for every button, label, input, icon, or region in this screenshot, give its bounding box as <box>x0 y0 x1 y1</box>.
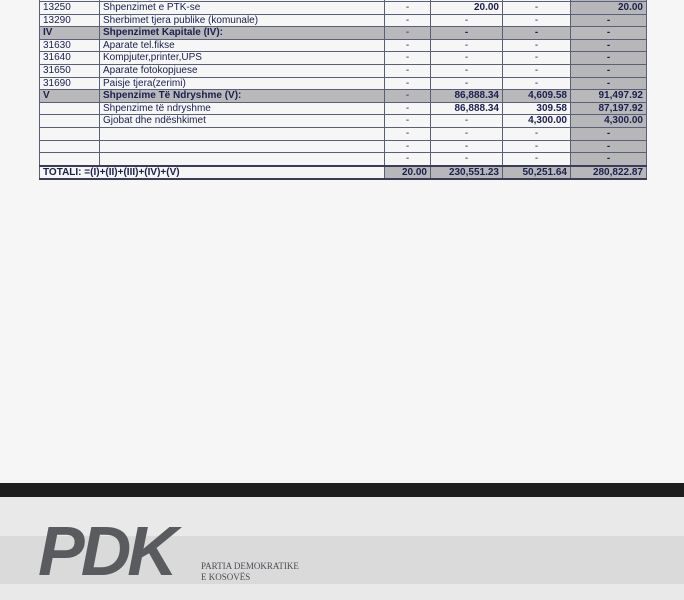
total-amount-cell: - <box>571 52 647 65</box>
account-code-cell: 13290 <box>40 14 100 27</box>
table-row <box>40 64 647 77</box>
amount-cell: - <box>431 14 503 27</box>
amount-cell: - <box>431 27 503 40</box>
account-code-cell: 31690 <box>40 77 100 90</box>
description-cell: Kompjuter,printer,UPS <box>100 52 385 65</box>
table-row <box>40 140 647 153</box>
amount-cell: - <box>503 77 571 90</box>
amount-cell: - <box>431 115 503 128</box>
amount-cell: - <box>385 14 431 27</box>
description-cell: Sherbimet tjera publike (komunale) <box>100 14 385 27</box>
description-cell: Aparate tel.fikse <box>100 39 385 52</box>
section-row <box>40 27 647 40</box>
total-amount-cell: 87,197.92 <box>571 102 647 115</box>
account-code-cell <box>40 115 100 128</box>
section-row <box>40 90 647 103</box>
description-cell: Shpenzime të ndryshme <box>100 102 385 115</box>
total-amount-cell: - <box>571 14 647 27</box>
amount-cell: - <box>503 39 571 52</box>
account-code-cell <box>40 102 100 115</box>
expenditure-table <box>39 0 647 180</box>
description-cell <box>100 140 385 153</box>
table-row <box>40 77 647 90</box>
total-amount-cell: 4,300.00 <box>571 115 647 128</box>
amount-cell: - <box>385 140 431 153</box>
total-amount-cell: - <box>571 153 647 166</box>
amount-cell: - <box>503 2 571 15</box>
amount-cell: - <box>431 127 503 140</box>
party-name-line1: PARTIA DEMOKRATIKE <box>201 561 299 571</box>
table-row <box>40 153 647 166</box>
amount-cell: - <box>385 90 431 103</box>
table-row <box>40 2 647 15</box>
total-amount-cell: - <box>571 127 647 140</box>
amount-cell: - <box>503 52 571 65</box>
account-code-cell: IV <box>40 27 100 40</box>
description-cell: Aparate fotokopjuese <box>100 64 385 77</box>
amount-cell: 4,609.58 <box>503 90 571 103</box>
total-cell: 20.00 <box>385 166 431 180</box>
amount-cell: 86,888.34 <box>431 102 503 115</box>
amount-cell: - <box>385 52 431 65</box>
amount-cell: - <box>385 27 431 40</box>
amount-cell: - <box>385 64 431 77</box>
total-cell: 230,551.23 <box>431 166 503 180</box>
total-label: TOTALI: =(I)+(II)+(III)+(IV)+(V) <box>40 166 385 180</box>
amount-cell: 86,888.34 <box>431 90 503 103</box>
table-row <box>40 39 647 52</box>
amount-cell: - <box>503 153 571 166</box>
total-row <box>40 166 647 180</box>
description-cell: Shpenzime Të Ndryshme (V): <box>100 90 385 103</box>
amount-cell: 309.58 <box>503 102 571 115</box>
account-code-cell: 31640 <box>40 52 100 65</box>
total-cell: 50,251.64 <box>503 166 571 180</box>
grand-total-cell: 280,822.87 <box>571 166 647 180</box>
account-code-cell <box>40 140 100 153</box>
amount-cell: - <box>503 27 571 40</box>
table-row <box>40 14 647 27</box>
amount-cell: - <box>503 127 571 140</box>
account-code-cell: 31650 <box>40 64 100 77</box>
amount-cell: 20.00 <box>431 2 503 15</box>
amount-cell: - <box>431 64 503 77</box>
page-divider-band <box>0 483 684 497</box>
amount-cell: - <box>503 14 571 27</box>
account-code-cell: V <box>40 90 100 103</box>
total-amount-cell: 91,497.92 <box>571 90 647 103</box>
party-name <box>201 561 299 583</box>
amount-cell: - <box>431 140 503 153</box>
amount-cell: - <box>503 64 571 77</box>
amount-cell: - <box>385 127 431 140</box>
amount-cell: 4,300.00 <box>503 115 571 128</box>
description-cell: Shpenzimet e PTK-se <box>100 2 385 15</box>
pdk-logo: PDK <box>38 512 174 590</box>
description-cell <box>100 153 385 166</box>
table-row <box>40 115 647 128</box>
amount-cell: - <box>431 39 503 52</box>
amount-cell: - <box>431 153 503 166</box>
amount-cell: - <box>385 153 431 166</box>
amount-cell: - <box>503 140 571 153</box>
amount-cell: - <box>385 39 431 52</box>
amount-cell: - <box>385 102 431 115</box>
amount-cell: - <box>385 115 431 128</box>
description-cell <box>100 127 385 140</box>
table-row <box>40 52 647 65</box>
description-cell: Gjobat dhe ndëshkimet <box>100 115 385 128</box>
party-name-line2: E KOSOVËS <box>201 572 251 582</box>
account-code-cell <box>40 153 100 166</box>
total-amount-cell: 20.00 <box>571 2 647 15</box>
total-amount-cell: - <box>571 140 647 153</box>
description-cell: Shpenzimet Kapitale (IV): <box>100 27 385 40</box>
total-amount-cell: - <box>571 27 647 40</box>
account-code-cell: 13250 <box>40 2 100 15</box>
account-code-cell: 31630 <box>40 39 100 52</box>
total-amount-cell: - <box>571 39 647 52</box>
total-amount-cell: - <box>571 64 647 77</box>
account-code-cell <box>40 127 100 140</box>
table-body <box>40 0 647 179</box>
amount-cell: - <box>431 52 503 65</box>
table-row <box>40 102 647 115</box>
table-row <box>40 127 647 140</box>
description-cell: Paisje tjera(zerimi) <box>100 77 385 90</box>
amount-cell: - <box>431 77 503 90</box>
amount-cell: - <box>385 2 431 15</box>
total-amount-cell: - <box>571 77 647 90</box>
amount-cell: - <box>385 77 431 90</box>
